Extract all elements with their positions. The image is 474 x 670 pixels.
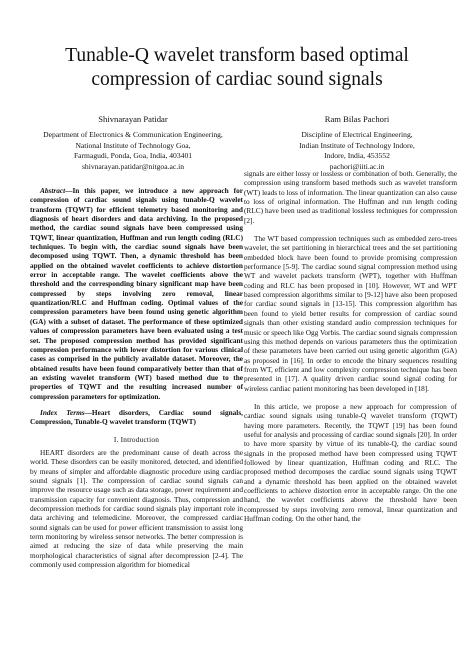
index-terms-label: Index Terms — [40, 407, 85, 417]
paper-title-line-2: compression of cardiac sound signals — [91, 69, 383, 90]
author-name: Ram Bilas Pachori — [324, 114, 390, 124]
author-affiliation-line: Department of Electronics & Communication Engineering, — [43, 130, 223, 140]
section-heading: I. Introduction — [113, 434, 160, 444]
body-paragraph: signals are either lossy or lossless or combination of both. Generally, the compression using transform based methods such as wavelet transform (WT) leads to loss of information. The linear quantization can also cause to loss of original information. The Huffman and run length coding (RLC) have been used as traditional lossless techniques for compression [2]. — [244, 169, 457, 225]
author-block-2 — [252, 114, 462, 172]
abstract-text: —In this paper, we introduce a new approach for compression of cardiac sound signals using tunable-Q wavelet transform (TQWT) for efficient telemetry based monitoring and diagnosis of heart disorders and data archiving. In the proposed method, the cardiac sound signals have been compressed using TQWT, linear quantization, Huffman and run length coding (RLC) techniques. To begin with, the cardiac sound signals have been decomposed using TQWT. Then, a dynamic threshold has been applied on the obtained wavelet coefficients to achieve distortion error in acceptable range. The wavelet coefficients above the threshold and the corresponding binary significant map have been compressed by steps involving zero removal, linear quantization/RLC and Huffman coding. Optimal values of the compression parameters have been found using genetic algorithm (GA) with a subset of dataset. The performance of these optimized values of compression parameters have been evaluated using a test set. The proposed compression method has provided significant compression performance with lower distortion for various clinical cases as comprised in the publicly available dataset. Moreover, the obtained results have been found comparatively better than that of an existing wavelet transform (WT) based method due to the properties of TQWT and the resulting increased number of compression parameters for optimization. — [30, 186, 243, 401]
paper-title-line-1: Tunable-Q wavelet transform based optimal — [65, 45, 409, 66]
index-terms-text: —Heart disorders, Cardiac sound signals, Compression, Tunable-Q wavelet transform (TQWT) — [30, 407, 244, 427]
abstract — [30, 186, 243, 401]
author-affiliation-line: Farmagudi, Ponda, Goa, India, 403401 — [73, 151, 193, 161]
right-column — [244, 169, 457, 523]
left-column — [30, 186, 243, 569]
index-terms — [30, 408, 243, 427]
author-affiliation-line: Discipline of Electrical Engineering, — [301, 130, 413, 140]
author-name: Shivnarayan Patidar — [98, 114, 168, 124]
abstract-label: Abstract — [40, 186, 66, 195]
author-email: pachori@iiti.ac.in — [329, 161, 385, 171]
paper-title — [0, 44, 474, 92]
author-email: shivnarayan.patidar@nitgoa.ac.in — [81, 161, 185, 171]
intro-paragraph: HEART disorders are the predominant cause of death across the world. These disorders can be easily monitored, detected, and identified by means of simpler and affordable diagnostic procedure using cardiac sound signals [1]. The compression of cardiac sound signals can improve the resource usage such as data storage, power requirement and transmission capacity for convenient diagnosis. Thus, compression and decompression methods for cardiac sound signals play important role in data archiving and telemedicine. Moreover, the compressed cardiac sound signals can be used for power efficient transmission to assist long term monitoring by wireless sensor networks. The better compression is aimed at reducing the size of data while preserving the main morphological characteristics of signal after decompression [2-4]. The commonly used compression algorithm for biomedical — [30, 447, 243, 570]
body-paragraph: The WT based compression techniques such as embedded zero-trees wavelet, the set partitioning in hierarchical trees and the set partitioning embedded block have been found to provide promising compression performance [5-9]. The cardiac sound signal compression method using WT and wavelet packets transform (WPT), together with Huffman coding and RLC has been proposed in [10]. However, WT and WPT based compression algorithms similar to [9-12] have also been proposed for cardiac sound signals in [13-15]. This compression algorithm has been found to yield better results for compression of cardiac sound signals than other existing standard audio compression techniques for music or speech like Ogg Vorbis. The cardiac sound signals compression using this method depends on various parameters thus the optimization of these parameters have been carried out using genetic algorithm (GA) as proposed in [16]. In order to encode the binary sequences resulting from WT, efficient and low complexity compression technique has been presented in [17]. A quality driven cardiac sound signal coding for wireless cardiac patient monitoring has been developed in [18]. — [244, 234, 457, 393]
author-block-1 — [28, 114, 238, 172]
author-affiliation-line: Indore, India, 453552 — [324, 151, 390, 161]
author-affiliation-line: Indian Institute of Technology Indore, — [299, 140, 415, 150]
author-affiliation-line: National Institute of Technology Goa, — [75, 140, 191, 150]
body-paragraph: In this article, we propose a new approach for compression of cardiac sound signals using tunable-Q wavelet transform (TQWT) having more parameters. Recently, the TQWT [19] has been found useful for analysis and processing of cardiac sound signals [20]. In order to have more sparsity by virtue of its tunable-Q, the cardiac sound signals in the proposed method have been compressed using TQWT followed by linear quantization, Huffman coding and RLC. The proposed method decomposes the cardiac sound signals using TQWT and a dynamic threshold has been applied on the obtained wavelet coefficients to achieve distortion error in acceptable range. On the one hand, the wavelet coefficients above the threshold have been compressed by steps involving zero removal, linear quantization and Huffman coding. On the other hand, the — [244, 401, 457, 524]
